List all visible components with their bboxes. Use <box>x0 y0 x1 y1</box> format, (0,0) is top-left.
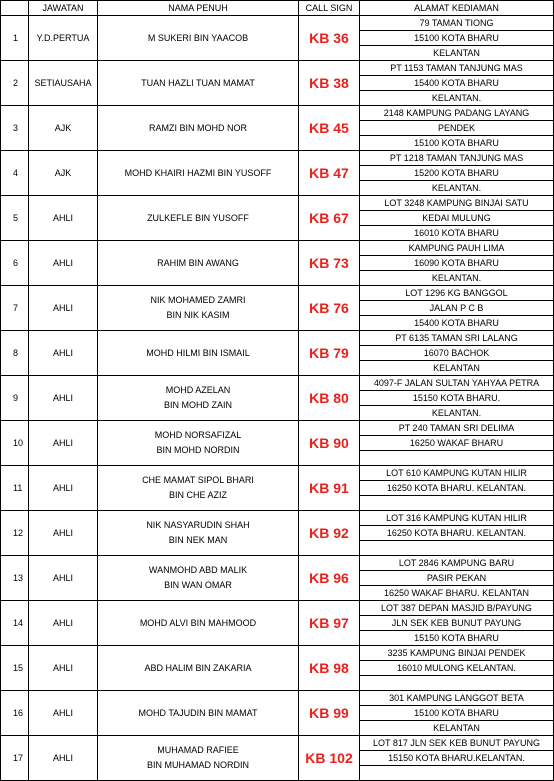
nama-line: MOHD ALVI BIN MAHMOOD <box>139 617 257 628</box>
row-number: 11 <box>1 466 29 511</box>
nama-penuh-cell <box>98 331 299 376</box>
alamat-line: 16250 WAKAF BHARU <box>360 436 553 451</box>
alamat-line <box>360 451 553 465</box>
table-row <box>1 151 554 196</box>
alamat-kediaman-cell <box>360 466 554 511</box>
alamat-line: KELANTAN <box>433 723 480 733</box>
call-sign-cell: KB 45 <box>299 106 360 151</box>
alamat-line: 16250 KOTA BHARU. KELANTAN. <box>360 526 553 541</box>
alamat-line: 15100 KOTA BHARU <box>360 706 553 721</box>
alamat-kediaman-cell <box>360 736 554 781</box>
row-number: 17 <box>1 736 29 781</box>
roster-body <box>1 16 554 781</box>
alamat-kediaman-cell <box>360 286 554 331</box>
nama-line: BIN MOHD NORDIN <box>156 445 240 455</box>
nama-line: MOHD HILMI BIN ISMAIL <box>146 347 250 358</box>
alamat-kediaman-cell <box>360 196 554 241</box>
alamat-line: LOT 3248 KAMPUNG BINJAI SATU <box>360 196 553 211</box>
nama-penuh-cell <box>98 421 299 466</box>
row-number: 13 <box>1 556 29 601</box>
table-row <box>1 286 554 331</box>
nama-line: TUAN HAZLI TUAN MAMAT <box>141 77 255 88</box>
header-nama-penuh: NAMA PENUH <box>98 1 299 16</box>
nama-line: BIN CHE AZIZ <box>168 490 227 500</box>
alamat-kediaman-cell <box>360 556 554 601</box>
alamat-line: KELANTAN. <box>431 408 482 418</box>
header-row <box>1 1 554 16</box>
call-sign-cell: KB 47 <box>299 151 360 196</box>
jawatan-cell: AHLI <box>29 511 98 556</box>
alamat-kediaman-cell <box>360 421 554 466</box>
alamat-line: PT 1218 TAMAN TANJUNG MAS <box>360 151 553 166</box>
nama-penuh-cell <box>98 286 299 331</box>
call-sign-cell: KB 36 <box>299 16 360 61</box>
alamat-line: PT 240 TAMAN SRI DELIMA <box>360 421 553 436</box>
nama-penuh-cell <box>98 241 299 286</box>
jawatan-cell: AHLI <box>29 241 98 286</box>
call-sign-cell: KB 91 <box>299 466 360 511</box>
alamat-line: KELANTAN. <box>431 273 482 283</box>
row-number: 4 <box>1 151 29 196</box>
table-row <box>1 241 554 286</box>
nama-line: BIN NEK MAN <box>168 535 228 545</box>
alamat-line: 16090 KOTA BHARU <box>360 256 553 271</box>
alamat-line: 15150 KOTA BHARU.KELANTAN. <box>360 751 553 766</box>
jawatan-cell: SETIAUSAHA <box>29 61 98 106</box>
alamat-kediaman-cell <box>360 601 554 646</box>
header-alamat-kediaman: ALAMAT KEDIAMAN <box>360 1 554 16</box>
jawatan-cell: Y.D.PERTUA <box>29 16 98 61</box>
jawatan-cell: AJK <box>29 151 98 196</box>
alamat-line: 16250 WAKAF BHARU. KELANTAN <box>383 588 530 598</box>
alamat-kediaman-cell <box>360 241 554 286</box>
nama-line: MOHD AZELAN <box>165 385 231 395</box>
nama-line: NIK NASYARUDIN SHAH <box>146 520 250 530</box>
jawatan-cell: AHLI <box>29 556 98 601</box>
alamat-line: JLN SEK KEB BUNUT PAYUNG <box>360 616 553 631</box>
alamat-line: 79 TAMAN TIONG <box>360 16 553 31</box>
alamat-line: LOT 817 JLN SEK KEB BUNUT PAYUNG <box>360 736 553 751</box>
alamat-line: PENDEK <box>360 121 553 136</box>
alamat-line: KELANTAN. <box>431 93 482 103</box>
alamat-line: LOT 1296 KG BANGGOL <box>360 286 553 301</box>
table-row <box>1 106 554 151</box>
jawatan-cell: AHLI <box>29 466 98 511</box>
call-sign-cell: KB 92 <box>299 511 360 556</box>
row-number: 9 <box>1 376 29 421</box>
table-row <box>1 61 554 106</box>
table-row <box>1 691 554 736</box>
row-number: 15 <box>1 646 29 691</box>
alamat-line: 16070 BACHOK <box>360 346 553 361</box>
nama-penuh-cell <box>98 646 299 691</box>
table-row <box>1 16 554 61</box>
call-sign-cell: KB 38 <box>299 61 360 106</box>
alamat-kediaman-cell <box>360 106 554 151</box>
table-row <box>1 376 554 421</box>
alamat-line: LOT 387 DEPAN MASJID B/PAYUNG <box>360 601 553 616</box>
alamat-line: KELANTAN <box>433 48 480 58</box>
header-call-sign: CALL SIGN <box>299 1 360 16</box>
alamat-line: JALAN P C B <box>360 301 553 316</box>
alamat-kediaman-cell <box>360 376 554 421</box>
alamat-line <box>360 541 553 555</box>
table-row <box>1 601 554 646</box>
nama-penuh-cell <box>98 511 299 556</box>
row-number: 8 <box>1 331 29 376</box>
call-sign-cell: KB 97 <box>299 601 360 646</box>
alamat-line: PT 1153 TAMAN TANJUNG MAS <box>360 61 553 76</box>
nama-line: MOHD TAJUDIN BIN MAMAT <box>138 707 258 718</box>
nama-penuh-cell <box>98 466 299 511</box>
alamat-line: KEDAI MULUNG <box>360 211 553 226</box>
header-no <box>1 1 29 16</box>
nama-line: M SUKERI BIN YAACOB <box>147 32 249 43</box>
call-sign-cell: KB 79 <box>299 331 360 376</box>
alamat-line: KELANTAN. <box>431 183 482 193</box>
alamat-kediaman-cell <box>360 646 554 691</box>
call-sign-cell: KB 73 <box>299 241 360 286</box>
row-number: 16 <box>1 691 29 736</box>
alamat-line: 4097-F JALAN SULTAN YAHYAA PETRA <box>360 376 553 391</box>
table-row <box>1 421 554 466</box>
nama-penuh-cell <box>98 61 299 106</box>
alamat-line: 15100 KOTA BHARU <box>360 31 553 46</box>
row-number: 1 <box>1 16 29 61</box>
alamat-kediaman-cell <box>360 691 554 736</box>
call-sign-cell: KB 80 <box>299 376 360 421</box>
row-number: 12 <box>1 511 29 556</box>
alamat-line <box>360 676 553 690</box>
alamat-line: 16010 KOTA BHARU <box>414 228 499 238</box>
row-number: 10 <box>1 421 29 466</box>
alamat-line: LOT 610 KAMPUNG KUTAN HILIR <box>360 466 553 481</box>
alamat-kediaman-cell <box>360 61 554 106</box>
call-sign-cell: KB 99 <box>299 691 360 736</box>
nama-line: BIN MUHAMAD NORDIN <box>146 760 249 770</box>
jawatan-cell: AHLI <box>29 421 98 466</box>
nama-penuh-cell <box>98 151 299 196</box>
alamat-kediaman-cell <box>360 16 554 61</box>
row-number: 3 <box>1 106 29 151</box>
nama-line: NIK MOHAMED ZAMRI <box>150 295 246 305</box>
alamat-line: 15150 KOTA BHARU <box>414 633 499 643</box>
nama-line: MUHAMAD RAFIEE <box>157 745 239 755</box>
header-jawatan: JAWATAN <box>29 1 98 16</box>
jawatan-cell: AHLI <box>29 376 98 421</box>
table-row <box>1 736 554 781</box>
alamat-line: LOT 2846 KAMPUNG BARU <box>360 556 553 571</box>
alamat-line: 16250 KOTA BHARU. KELANTAN. <box>360 481 553 496</box>
nama-penuh-cell <box>98 601 299 646</box>
nama-line: BIN NIK KASIM <box>166 310 230 320</box>
alamat-line: KAMPUNG PAUH LIMA <box>360 241 553 256</box>
table-row <box>1 196 554 241</box>
alamat-kediaman-cell <box>360 151 554 196</box>
call-sign-cell: KB 90 <box>299 421 360 466</box>
row-number: 7 <box>1 286 29 331</box>
alamat-kediaman-cell <box>360 511 554 556</box>
nama-line: MOHD KHAIRI HAZMI BIN YUSOFF <box>124 167 272 178</box>
nama-line: ZULKEFLE BIN YUSOFF <box>147 212 249 223</box>
alamat-line: KELANTAN <box>433 363 480 373</box>
nama-line: MOHD NORSAFIZAL <box>154 430 242 440</box>
nama-penuh-cell <box>98 736 299 781</box>
alamat-line: 2148 KAMPUNG PADANG LAYANG <box>360 106 553 121</box>
jawatan-cell: AHLI <box>29 286 98 331</box>
nama-penuh-cell <box>98 556 299 601</box>
alamat-line: 15400 KOTA BHARU <box>414 318 499 328</box>
row-number: 14 <box>1 601 29 646</box>
nama-line: CHE MAMAT SIPOL BHARI <box>142 475 254 485</box>
alamat-line: 16010 MULONG KELANTAN. <box>360 661 553 676</box>
jawatan-cell: AHLI <box>29 601 98 646</box>
jawatan-cell: AHLI <box>29 331 98 376</box>
nama-penuh-cell <box>98 691 299 736</box>
table-row <box>1 331 554 376</box>
call-sign-cell: KB 102 <box>299 736 360 781</box>
table-row <box>1 466 554 511</box>
jawatan-cell: AHLI <box>29 736 98 781</box>
nama-line: RAMZI BIN MOHD NOR <box>149 122 247 133</box>
nama-penuh-cell <box>98 106 299 151</box>
call-sign-cell: KB 98 <box>299 646 360 691</box>
alamat-kediaman-cell <box>360 331 554 376</box>
row-number: 6 <box>1 241 29 286</box>
nama-line: RAHIM BIN AWANG <box>157 257 239 268</box>
alamat-line: PASIR PEKAN <box>360 571 553 586</box>
alamat-line <box>360 496 553 510</box>
jawatan-cell: AHLI <box>29 646 98 691</box>
jawatan-cell: AHLI <box>29 691 98 736</box>
alamat-line: 15100 KOTA BHARU <box>414 138 499 148</box>
alamat-line: 301 KAMPUNG LANGGOT BETA <box>360 691 553 706</box>
jawatan-cell: AJK <box>29 106 98 151</box>
call-sign-cell: KB 96 <box>299 556 360 601</box>
row-number: 2 <box>1 61 29 106</box>
alamat-line: 15200 KOTA BHARU <box>360 166 553 181</box>
nama-penuh-cell <box>98 376 299 421</box>
alamat-line: 15150 KOTA BHARU. <box>360 391 553 406</box>
call-sign-cell: KB 76 <box>299 286 360 331</box>
table-row <box>1 556 554 601</box>
table-row <box>1 511 554 556</box>
nama-line: BIN MOHD ZAIN <box>163 400 232 410</box>
alamat-line: PT 6135 TAMAN SRI LALANG <box>360 331 553 346</box>
nama-line: BIN WAN OMAR <box>164 580 232 590</box>
alamat-line: 15400 KOTA BHARU <box>360 76 553 91</box>
alamat-line: 3235 KAMPUNG BINJAI PENDEK <box>360 646 553 661</box>
nama-line: WANMOHD ABD MALIK <box>148 565 248 575</box>
call-sign-cell: KB 67 <box>299 196 360 241</box>
row-number: 5 <box>1 196 29 241</box>
nama-penuh-cell <box>98 196 299 241</box>
jawatan-cell: AHLI <box>29 196 98 241</box>
alamat-line: LOT 316 KAMPUNG KUTAN HILIR <box>360 511 553 526</box>
table-row <box>1 646 554 691</box>
nama-penuh-cell <box>98 16 299 61</box>
nama-line: ABD HALIM BIN ZAKARIA <box>144 662 252 673</box>
alamat-line <box>360 766 553 780</box>
